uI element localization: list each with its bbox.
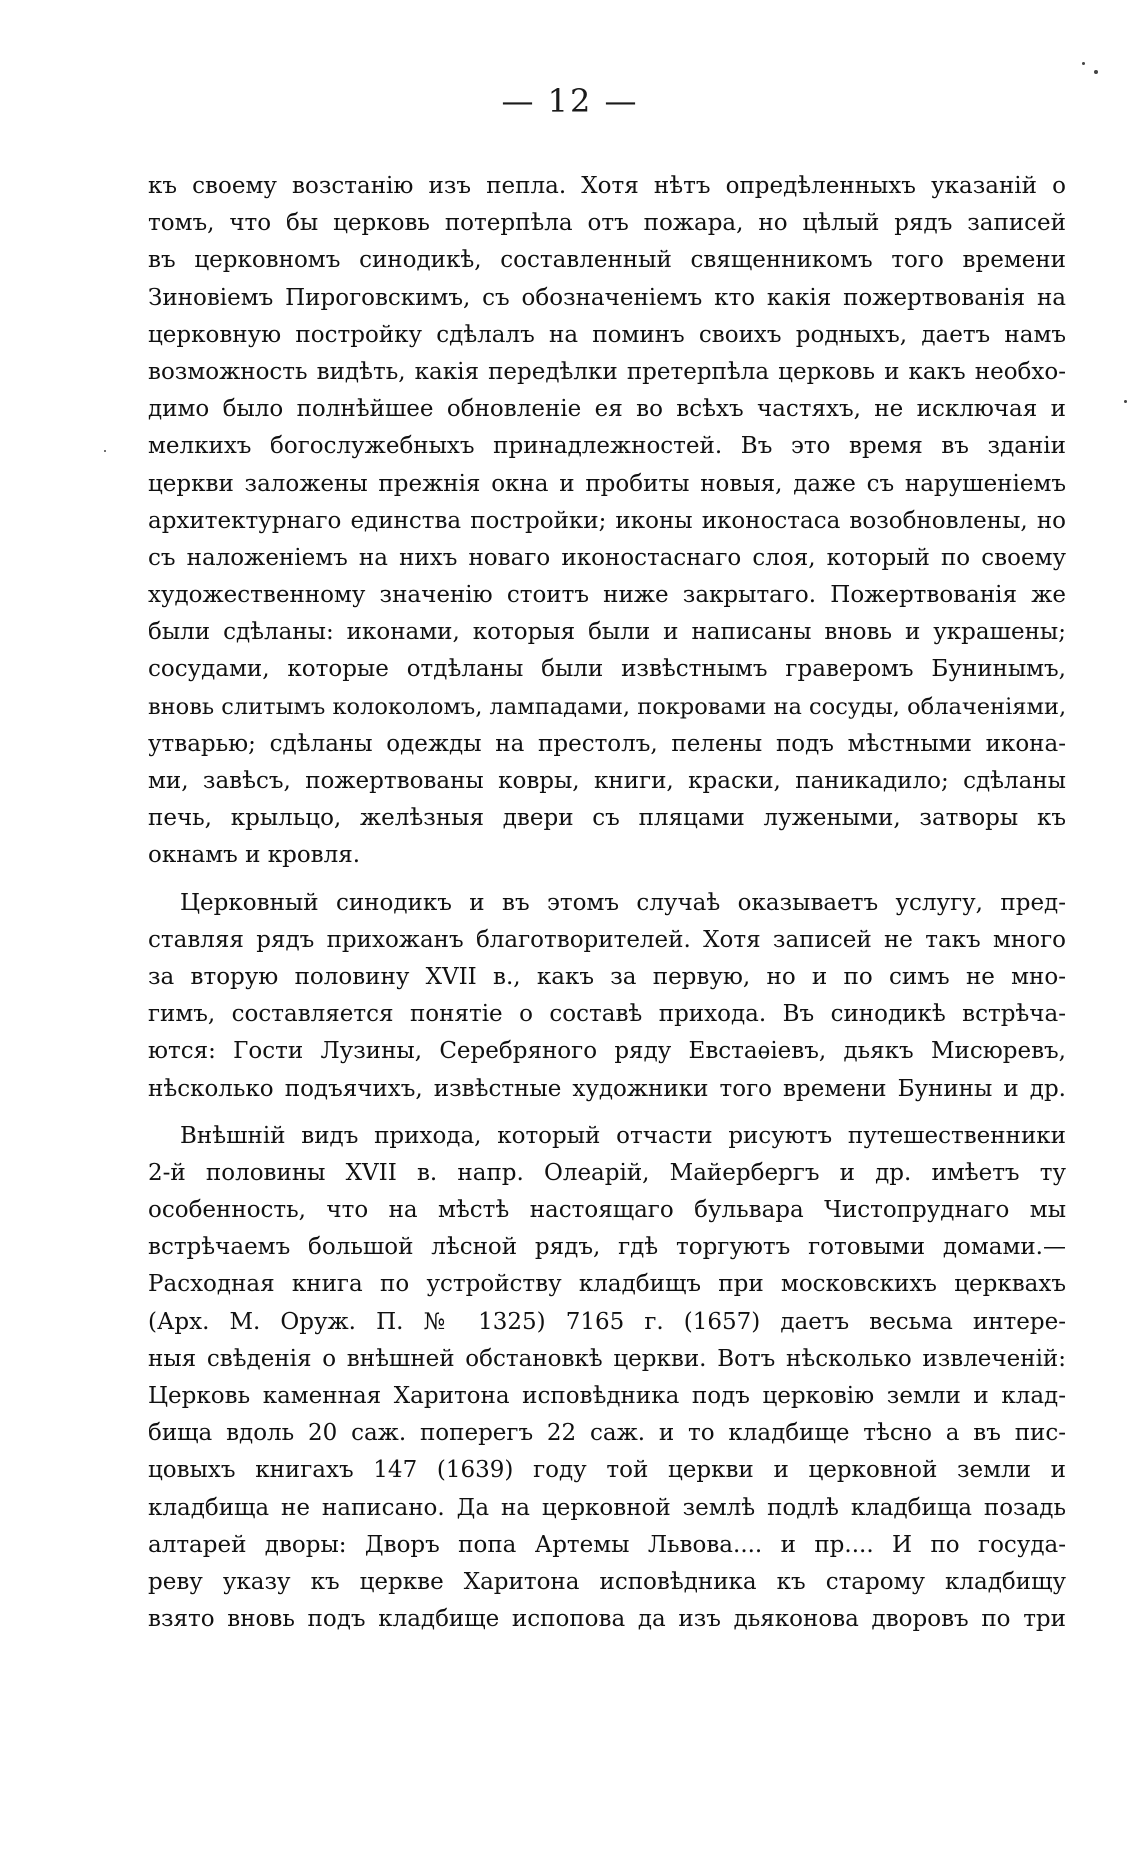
text-line: нѣсколько подъячихъ, извѣстные художники того времени Бунины и др.: [148, 1075, 1066, 1102]
text-line: Церковь каменная Харитона исповѣдника подъ церковію земли и клад-: [148, 1383, 1066, 1409]
scan-speck: [1082, 62, 1085, 65]
text-line: ставляя рядъ прихожанъ благотворителей. Хотя записей не такъ много: [148, 926, 1066, 953]
text-line: томъ, что бы церковь потерпѣла отъ пожара, но цѣлый рядъ записей: [148, 210, 1066, 237]
body-text: [148, 168, 1066, 1638]
text-line: Расходная книга по устройству кладбищъ при московскихъ церквахъ: [148, 1271, 1066, 1298]
page-number: — 12 —: [501, 82, 639, 120]
scan-speck: [1124, 400, 1127, 403]
text-line: встрѣчаемъ большой лѣсной рядъ, гдѣ торгуютъ готовыми домами.—: [148, 1234, 1066, 1261]
text-line: архитектурнаго единства постройки; иконы иконостаса возобновлены, но: [148, 507, 1066, 534]
paragraph-gap: [148, 1108, 1066, 1118]
text-line: ются: Гости Лузины, Серебряного ряду Евстаѳіевъ, дьякъ Мисюревъ,: [148, 1038, 1066, 1065]
text-line: утварью; сдѣланы одежды на престолъ, пелены подъ мѣстными икона-: [148, 730, 1066, 757]
text-line: къ своему возстанію изъ пепла. Хотя нѣтъ опредѣленныхъ указаній о: [148, 173, 1066, 199]
text-line: мелкихъ богослужебныхъ принадлежностей. Въ это время въ зданіи: [148, 433, 1066, 460]
text-line: за вторую половину XVII в., какъ за первую, но и по симъ не мно-: [148, 963, 1066, 990]
scan-speck: [104, 450, 106, 452]
text-line: особенность, что на мѣстѣ настоящаго бульвара Чистопруднаго мы: [148, 1197, 1066, 1224]
text-line: (Арх. М. Оруж. П. № 1325) 7165 г. (1657) даетъ весьма интере-: [148, 1308, 1066, 1335]
text-line: окнамъ и кровля.: [148, 842, 361, 869]
text-line: церкви заложены прежнія окна и пробиты новыя, даже съ нарушеніемъ: [148, 470, 1066, 497]
text-line: были сдѣланы: иконами, которыя были и написаны вновь и украшены;: [148, 619, 1066, 646]
text-line: кладбища не написано. Да на церковной землѣ подлѣ кладбища позадь: [148, 1494, 1066, 1521]
text-line: въ церковномъ синодикѣ, составленный священникомъ того времени: [148, 247, 1066, 274]
text-line: ми, завѣсъ, пожертвованы ковры, книги, краски, паникадило; сдѣланы: [148, 768, 1066, 794]
text-line: цовыхъ книгахъ 147 (1639) году той церкви и церковной земли и: [148, 1457, 1066, 1484]
text-line: реву указу къ церкве Харитона исповѣдника къ старому кладбищу: [148, 1568, 1066, 1595]
text-line: алтарей дворы: Дворъ попа Артемы Львова.... и пр.... И по госуда-: [148, 1531, 1066, 1558]
text-line: 2-й половины XVII в. напр. Олеарій, Майербергъ и др. имѣетъ ту: [148, 1159, 1066, 1186]
text-line: печь, крыльцо, желѣзныя двери съ пляцами лужеными, затворы къ: [148, 805, 1066, 832]
text-line: Зиновіемъ Пироговскимъ, съ обозначеніемъ кто какія пожертвованія на: [148, 284, 1066, 311]
text-line: димо было полнѣйшее обновленіе ея во всѣхъ частяхъ, не исключая и: [148, 396, 1066, 423]
text-line: съ наложеніемъ на нихъ новаго иконостаснаго слоя, который по своему: [148, 544, 1066, 571]
text-line: ныя свѣденія о внѣшней обстановкѣ церкви. Вотъ нѣсколько извлеченій:: [148, 1345, 1066, 1372]
text-line: гимъ, составляется понятіе о составѣ прихода. Въ синодикѣ встрѣча-: [148, 1001, 1066, 1028]
paragraph-gap: [148, 875, 1066, 885]
text-line: возможность видѣть, какія передѣлки претерпѣла церковь и какъ необхо-: [148, 358, 1066, 385]
scan-speck: [1094, 70, 1098, 74]
text-line: сосудами, которые отдѣланы были извѣстнымъ граверомъ Бунинымъ,: [148, 656, 1066, 683]
text-line: церковную постройку сдѣлалъ на поминъ своихъ родныхъ, даетъ намъ: [148, 321, 1066, 348]
text-line: художественному значенію стоитъ ниже закрытаго. Пожертвованія же: [148, 582, 1066, 609]
text-line: взято вновь подъ кладбище испопова да изъ дьяконова дворовъ по три: [148, 1606, 1066, 1633]
text-line: Внѣшній видъ прихода, который отчасти рисуютъ путешественники: [180, 1122, 1066, 1149]
text-line: Церковный синодикъ и въ этомъ случаѣ оказываетъ услугу, пред-: [180, 889, 1066, 916]
text-line: бища вдоль 20 саж. поперегъ 22 саж. и то кладбище тѣсно а въ пис-: [148, 1420, 1066, 1447]
text-line: вновь слитымъ колоколомъ, лампадами, покровами на сосуды, облаченіями,: [148, 693, 1066, 720]
